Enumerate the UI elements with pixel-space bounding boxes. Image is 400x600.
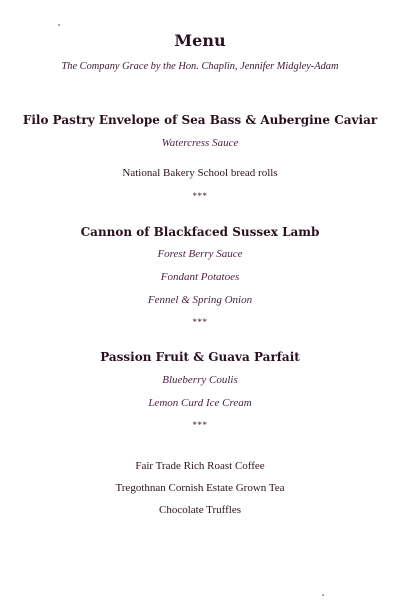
- course-2-accompaniment-2: Fondant Potatoes: [160, 271, 240, 283]
- course-1-bread: National Bakery School bread rolls: [122, 167, 278, 179]
- course-1-accompaniment-1: Watercress Sauce: [161, 137, 239, 149]
- menu-title: Menu: [174, 31, 226, 50]
- scan-speck: [322, 594, 324, 596]
- course-3-dish: Passion Fruit & Guava Parfait: [100, 350, 300, 364]
- course-3-accompaniment-2: Lemon Curd Ice Cream: [148, 397, 252, 409]
- course-1-separator: ***: [192, 191, 208, 201]
- coffee-item: Fair Trade Rich Roast Coffee: [135, 460, 265, 472]
- course-1-dish: Filo Pastry Envelope of Sea Bass & Aubergine Caviar: [22, 113, 378, 127]
- course-2-separator: ***: [192, 317, 208, 327]
- grace-attribution: The Company Grace by the Hon. Chaplin, Jennifer Midgley-Adam: [61, 61, 339, 72]
- course-2-dish: Cannon of Blackfaced Sussex Lamb: [80, 225, 320, 239]
- truffles-item: Chocolate Truffles: [159, 504, 241, 516]
- course-2-accompaniment-1: Forest Berry Sauce: [157, 248, 243, 260]
- course-3-separator: ***: [192, 420, 208, 430]
- scan-speck: [58, 24, 60, 26]
- tea-item: Tregothnan Cornish Estate Grown Tea: [115, 482, 285, 494]
- course-2-accompaniment-3: Fennel & Spring Onion: [147, 294, 253, 306]
- course-3-accompaniment-1: Blueberry Coulis: [162, 374, 238, 386]
